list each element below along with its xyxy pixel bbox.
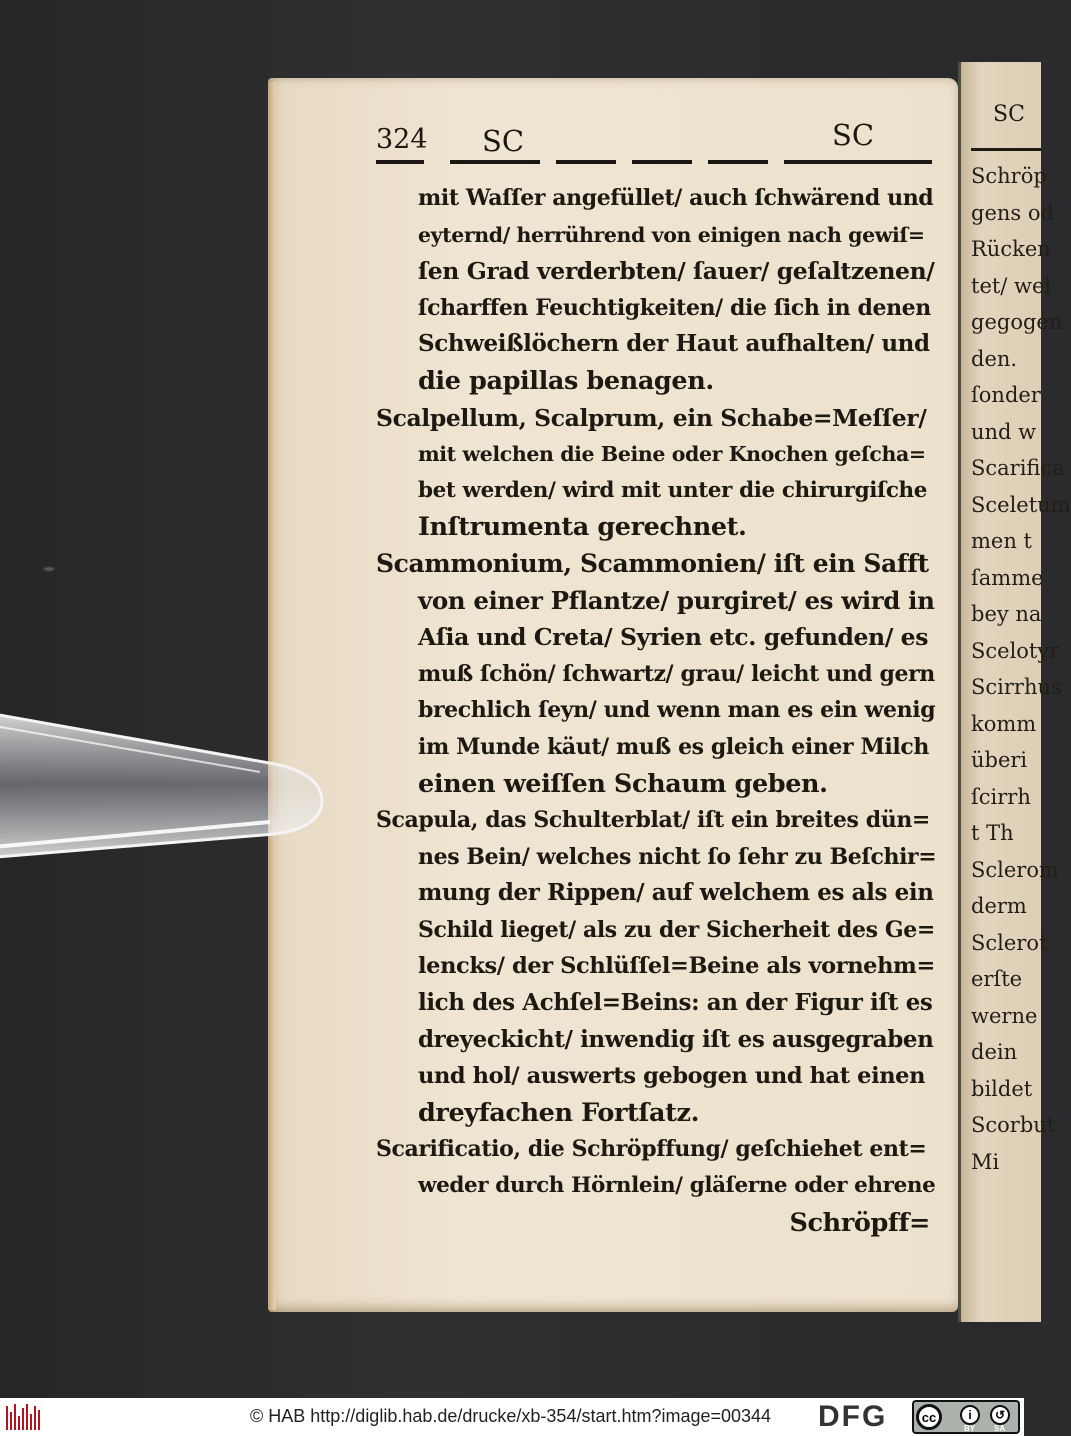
text-line: von einer Pflantze/ purgiret/ es wird in xyxy=(418,585,935,615)
facing-page-line: ſonder xyxy=(971,383,1041,407)
header-rule xyxy=(632,160,692,164)
facing-page-line: den. xyxy=(971,346,1018,371)
facing-page-line: tet/ wel xyxy=(971,273,1052,298)
facing-page-fragment xyxy=(958,62,1071,1322)
facing-page-line: Mi xyxy=(971,1149,1000,1174)
facing-page-line: Scirrhus xyxy=(971,675,1062,699)
license-by-label: BY xyxy=(964,1424,976,1433)
text-line: nes Bein/ welches nicht ſo ſehr zu Beſchir= xyxy=(418,843,937,870)
text-line: muß ſchön/ ſchwartz/ grau/ leicht und gern xyxy=(418,660,935,687)
facing-page-line: bildet xyxy=(971,1076,1033,1101)
facing-page-line: t Th xyxy=(971,821,1014,845)
facing-page-line: Scelotyr xyxy=(971,638,1060,663)
text-line: Schild lieget/ als zu der Sicherheit des Ge= xyxy=(418,916,935,943)
text-line: ſen Grad verderbten/ ſauer/ geſaltzenen/ xyxy=(418,257,935,286)
credit-link[interactable]: © HAB http://diglib.hab.de/drucke/xb-354/start.htm?image=00344 xyxy=(250,1406,772,1426)
text-line: bet werden/ wird mit unter die chirurgiſche xyxy=(418,477,928,503)
facing-page-line: und w xyxy=(971,419,1037,444)
facing-page-line: Schröp xyxy=(971,164,1047,188)
text-line: weder durch Hörnlein/ gläſerne oder ehrene xyxy=(418,1173,936,1199)
facing-page-line: überi xyxy=(971,748,1028,772)
text-line: einen weiſſen Schaum geben. xyxy=(418,768,828,799)
catchword: Schröpff= xyxy=(789,1207,930,1238)
facing-page-line: Rücken xyxy=(971,237,1051,261)
text-line: und hol/ auswerts gebogen und hat einen xyxy=(418,1063,926,1090)
facing-page-line: bey na xyxy=(971,602,1042,626)
facing-page-line: ſcirrh xyxy=(971,784,1031,809)
running-header xyxy=(376,118,932,164)
text-line: Scammonium, Scammonien/ iſt ein Safft xyxy=(376,548,929,578)
text-line: Inſtrumenta gerechnet. xyxy=(418,512,747,543)
header-rule xyxy=(708,160,768,164)
dfg-logo: DFG xyxy=(818,1400,888,1433)
facing-page-line: komm xyxy=(971,711,1037,736)
text-line: Schweißlöchern der Haut aufhalten/ und xyxy=(418,330,930,358)
facing-page-line: ſamme xyxy=(971,565,1044,590)
facing-page-header: SC xyxy=(993,102,1025,127)
facing-page-line: men t xyxy=(971,529,1032,553)
header-rule xyxy=(784,160,932,164)
text-line: mit welchen die Beine oder Knochen geſcha= xyxy=(418,442,926,467)
facing-page-line: Scarifica xyxy=(971,456,1065,480)
facing-page-line: erſte xyxy=(971,967,1023,991)
cc-icon: cc xyxy=(916,1404,942,1430)
text-line: im Munde käut/ muß es gleich einer Milch xyxy=(418,733,929,760)
facing-page-line: werne xyxy=(971,1003,1038,1028)
text-line: eyternd/ herrührend von einigen nach gewiſ= xyxy=(418,222,925,247)
share-alike-icon: ↺ xyxy=(990,1405,1010,1425)
page-number: 324 xyxy=(376,124,428,155)
text-line: mung der Rippen/ auf welchem es als ein xyxy=(418,879,934,907)
text-line: Scapula, das Schulterblat/ iſt ein breites dün= xyxy=(376,807,930,834)
facing-page-line: gens od xyxy=(971,200,1054,225)
text-line: Aſia und Creta/ Syrien etc. gefunden/ es xyxy=(418,623,929,652)
facing-page-line: Sclerom xyxy=(971,857,1059,882)
text-line: lencks/ der Schlüſſel=Beine als vornehm= xyxy=(418,953,935,980)
footer-bar xyxy=(0,1398,1024,1436)
facing-page-line: derm xyxy=(971,894,1027,918)
facing-page-lines xyxy=(971,158,1071,1180)
dust-speck xyxy=(42,566,56,572)
text-line: Scarificatio, die Schröpffung/ geſchiehet ent= xyxy=(376,1136,927,1163)
text-line: dreyfachen Fortſatz. xyxy=(418,1097,700,1128)
attribution-icon: i xyxy=(960,1405,980,1425)
facing-page-line: dein xyxy=(971,1040,1018,1064)
header-right-term: SC xyxy=(832,118,875,152)
body-text xyxy=(376,180,936,1241)
hab-logo xyxy=(6,1404,46,1432)
facing-page-rule xyxy=(971,148,1041,151)
text-line: dreyeckicht/ inwendig iſt es ausgegraben xyxy=(418,1025,934,1053)
header-left-term: SC xyxy=(482,124,525,158)
license-sa-label: SA xyxy=(994,1424,1006,1433)
header-rule xyxy=(450,160,540,164)
facing-page-line: Scorbut xyxy=(971,1113,1056,1137)
header-rule xyxy=(556,160,616,164)
facing-page-line: Sclerot xyxy=(971,930,1048,955)
text-line: brechlich ſeyn/ und wenn man es ein wenig xyxy=(418,697,936,724)
text-line: lich des Achſel=Beins: an der Figur iſt es xyxy=(418,989,933,1017)
text-line: ſcharffen Feuchtigkeiten/ die ſich in denen xyxy=(418,294,931,321)
facing-page-line: Sceletum xyxy=(971,492,1071,517)
text-line: die papillas benagen. xyxy=(418,365,714,396)
text-line: Scalpellum, Scalprum, ein Schabe=Meſſer/ xyxy=(376,403,927,432)
page-edge xyxy=(268,82,276,1310)
facing-page-line: gegogen xyxy=(971,310,1063,334)
text-line: mit Waſſer angefüllet/ auch ſchwärend und xyxy=(418,185,934,211)
header-rule xyxy=(376,160,424,164)
cc-license-badge[interactable] xyxy=(912,1400,1020,1434)
